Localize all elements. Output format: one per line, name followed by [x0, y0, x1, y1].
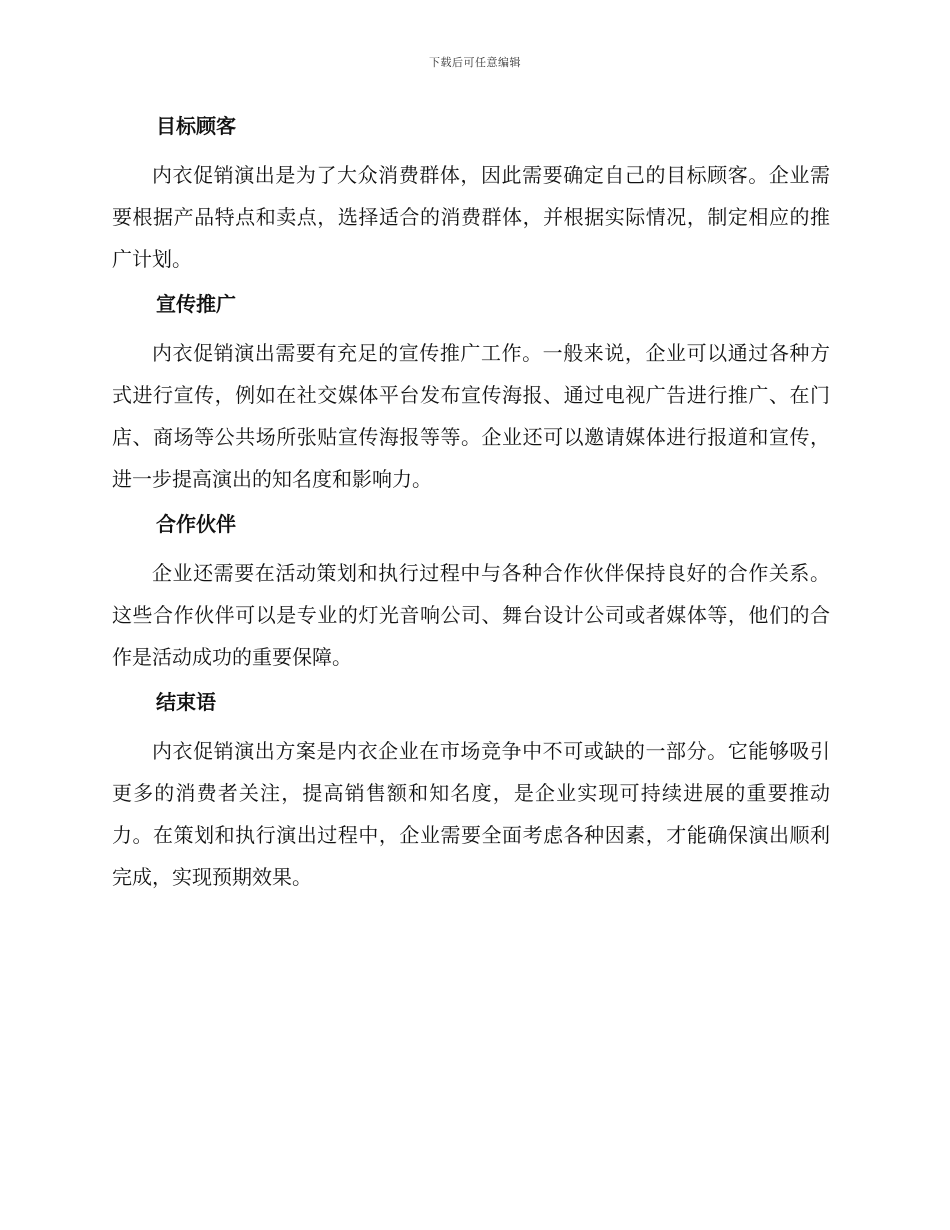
section-paragraph: 内衣促销演出需要有充足的宣传推广工作。一般来说，企业可以通过各种方式进行宣传，例如在社交媒体平台发布宣传海报、通过电视广告进行推广、在门店、商场等公共场所张贴宣传海报等等。企业还可以邀请媒体进行报道和宣传，进一步提高演出的知名度和影响力。 [112, 341, 830, 491]
section-paragraph: 企业还需要在活动策划和执行过程中与各种合作伙伴保持良好的合作关系。这些合作伙伴可以是专业的灯光音响公司、舞台设计公司或者媒体等，他们的合作是活动成功的重要保障。 [112, 561, 830, 669]
section-heading: 结束语 [156, 690, 216, 714]
section-heading: 宣传推广 [156, 292, 236, 316]
section-heading: 合作伙伴 [156, 512, 236, 536]
header-note: 下载后可任意编辑 [429, 56, 521, 69]
section-heading: 目标顾客 [156, 114, 236, 138]
section-partners [112, 508, 830, 678]
section-target-customers [112, 110, 830, 280]
section-paragraph: 内衣促销演出是为了大众消费群体，因此需要确定自己的目标顾客。企业需要根据产品特点和卖点，选择适合的消费群体，并根据实际情况，制定相应的推广计划。 [112, 163, 830, 271]
section-paragraph: 内衣促销演出方案是内衣企业在市场竞争中不可或缺的一部分。它能够吸引更多的消费者关注，提高销售额和知名度，是企业实现可持续进展的重要推动力。在策划和执行演出过程中，企业需要全面考虑各种因素，才能确保演出顺利完成，实现预期效果。 [112, 739, 830, 889]
section-conclusion [112, 686, 830, 898]
document-body [112, 110, 830, 906]
section-promotion [112, 288, 830, 500]
